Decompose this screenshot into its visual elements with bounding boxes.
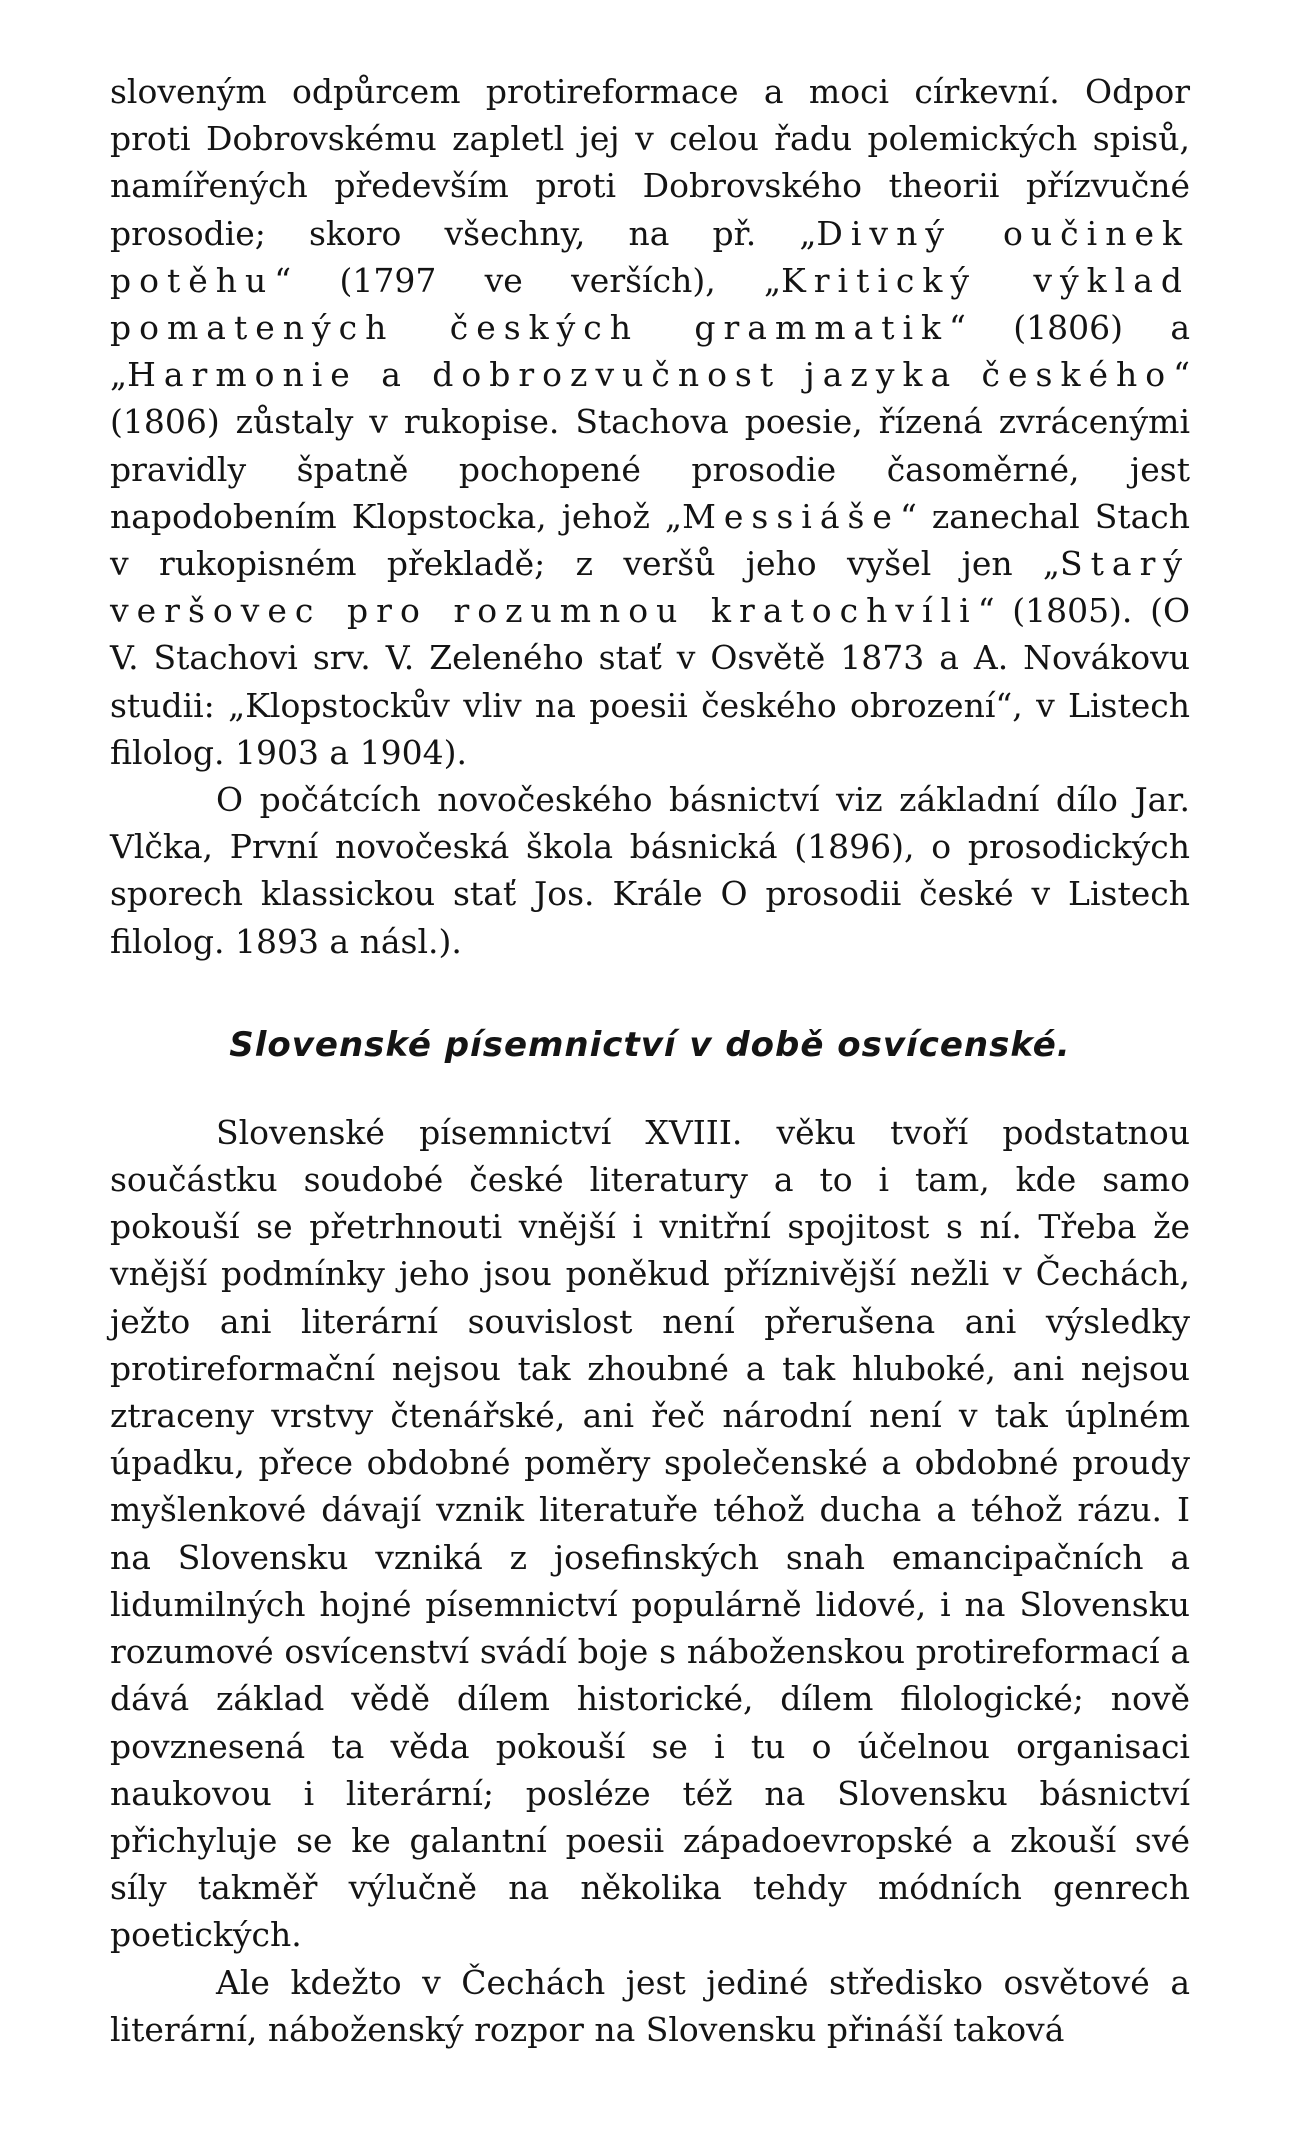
- page-text: [110, 68, 1190, 2053]
- text-run: “ (1806) a „: [110, 308, 1190, 395]
- bottom-paragraphs: [110, 1109, 1190, 2053]
- text-run: “ zanechal Stach v rukopisném překladě; z veršů jeho vyšel jen „: [110, 496, 1191, 584]
- text-run: O počátcích novočeského básnictví viz základní dílo Jar. Vlčka, První novočeská škola básnická (1896), o prosodických sporech klassickou stať Jos. Krále O prosodii české v Listech filolog. 1893 a násl.).: [110, 780, 1190, 961]
- spaced-title: Harmonie a dobrozvučnost jazyka českého: [127, 355, 1174, 395]
- text-run: Slovenské písemnictví XVIII. věku tvoří podstatnou součástku soudobé české literatury a to i tam, kde samo pokouší se přetrhnouti vnější i vnitřní spojitost s ní. Třeba že vnější podmínky jeho jsou poněkud příznivější nežli v Čechách, ježto ani literární souvislost není přerušena ani výsledky protireformační nejsou tak zhoubné a tak hluboké, ani nejsou ztraceny vrstvy čtenářské, ani řeč národní není v tak úplném úpadku, přece obdobné poměry společenské a obdobné proudy myšlenkové dávají vznik literatuře téhož ducha a téhož rázu. I na Slovensku vzniká z josefinských snah emancipačních a lidumilných hojné písemnictví populárně lidové, i na Slovensku rozumové osvícenství svádí boje s náboženskou protireformací a dává základ vědě dílem historické, dílem filologické; nově povznesená ta věda pokouší se i tu o účelnou organisaci naukovou i literární; posléze též na Slovensku básnictví přichyluje se ke galantní poesii západoevropské a zkouší své síly takměř výlučně na několika tehdy módních genrech poetických.: [110, 1112, 1190, 1955]
- paragraph: [110, 1959, 1190, 2053]
- paragraph: [110, 776, 1190, 965]
- spaced-title: Starý veršovec pro rozumnou kratochvíli: [110, 544, 1190, 631]
- paragraph: [110, 68, 1190, 776]
- top-paragraphs: [110, 68, 1190, 965]
- text-run: sloveným odpůrcem protireformace a moci církevní. Odpor proti Dobrovskému zapletl jej v celou řadu polemických spisů, namířených především proti Dobrovského theorii přízvučné prosodie; skoro všechny, na př. „: [110, 72, 1190, 253]
- spaced-title: Divný oučinek potěhu: [110, 213, 1190, 300]
- text-run: “ (1806) zůstaly v rukopise. Stachova poesie, řízená zvrácenými pravidly špatně pochopené prosodie časoměrné, jest napodobením Klopstocka, jehož „: [110, 355, 1190, 536]
- text-run: Ale kdežto v Čechách jest jediné středisko osvětové a literární, náboženský rozpor na Slovensku přináší taková: [110, 1962, 1190, 2049]
- spaced-title: Kritický výklad pomatených českých grammatik: [110, 260, 1191, 348]
- text-run: “ (1797 ve verších), „: [274, 260, 782, 300]
- paragraph: [110, 1109, 1190, 1959]
- text-run: “ (1805). (O V. Stachovi srv. V. Zeleného stať v Osvětě 1873 a A. Novákovu studii: „Klopstockův vliv na poesii českého obrození“, v Listech filolog. 1903 a 1904).: [110, 591, 1190, 772]
- spaced-title: Messiáše: [682, 496, 900, 536]
- section-heading: Slovenské písemnictví v době osvícenské.: [229, 1024, 1071, 1065]
